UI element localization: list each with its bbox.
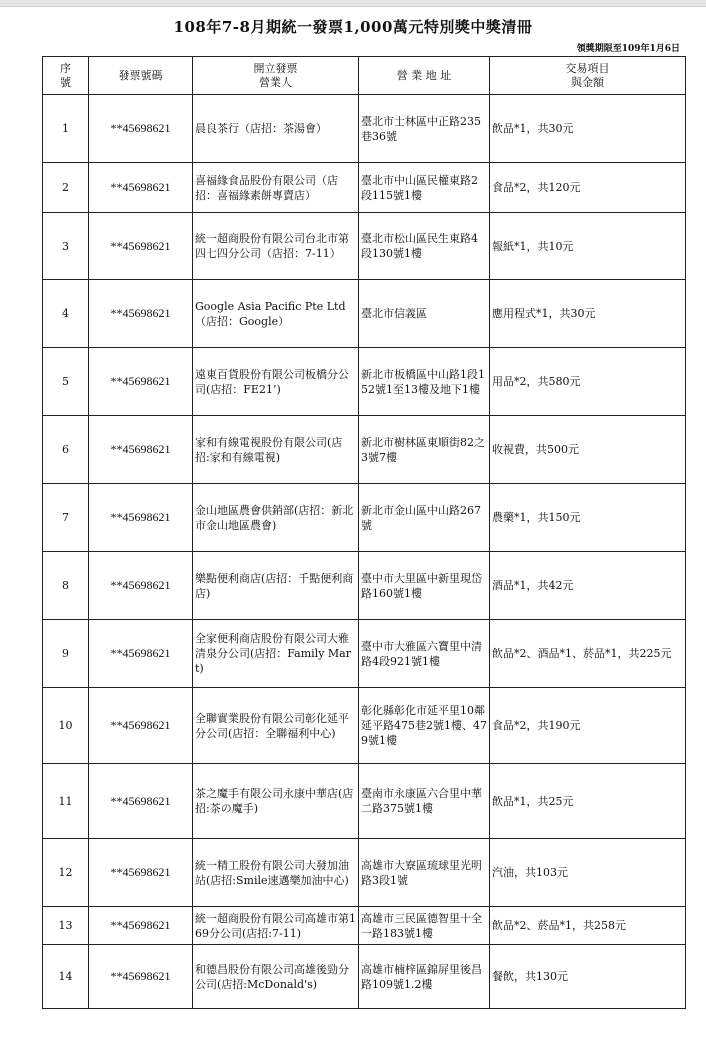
- row-seq: 9: [43, 620, 89, 688]
- header-seq: [43, 57, 89, 95]
- row-seq: 13: [43, 907, 89, 945]
- row-merchant: 統一超商股份有限公司台北市第四七四分公司（店招：7-11）: [193, 213, 359, 280]
- row-merchant: 全家便利商店股份有限公司大雅清泉分公司(店招：Family Mart): [193, 620, 359, 688]
- row-address: 臺北市信義區: [359, 280, 490, 348]
- row-address: 高雄市大寮區琉球里光明路3段1號: [359, 839, 490, 907]
- table-row: [43, 945, 686, 1009]
- row-seq: 10: [43, 688, 89, 764]
- row-seq: 7: [43, 484, 89, 552]
- row-invoice-number: **45698621: [89, 416, 193, 484]
- row-merchant: 全聯實業股份有限公司彰化延平分公司(店招：全聯福利中心): [193, 688, 359, 764]
- row-address: 彰化縣彰化市延平里10鄰延平路475巷2號1樓、479號1樓: [359, 688, 490, 764]
- row-address: 臺中市大雅區六寶里中清路4段921號1樓: [359, 620, 490, 688]
- table-row: [43, 416, 686, 484]
- row-seq: 2: [43, 163, 89, 213]
- row-invoice-number: **45698621: [89, 95, 193, 163]
- row-invoice-number: **45698621: [89, 945, 193, 1009]
- row-address: 新北市板橋區中山路1段152號1至13樓及地下1樓: [359, 348, 490, 416]
- row-seq: 8: [43, 552, 89, 620]
- row-merchant: 統一超商股份有限公司高雄市第169分公司(店招:7-11): [193, 907, 359, 945]
- row-invoice-number: **45698621: [89, 552, 193, 620]
- row-invoice-number: **45698621: [89, 688, 193, 764]
- row-items: 報紙*1，共10元: [490, 213, 686, 280]
- row-merchant: 和德昌股份有限公司高雄後勁分公司(店招:McDonald's): [193, 945, 359, 1009]
- table-row: [43, 620, 686, 688]
- row-address: 臺北市松山區民生東路4段130號1樓: [359, 213, 490, 280]
- winners-table: [42, 56, 686, 1009]
- header-items: [490, 57, 686, 95]
- row-items: 用品*2，共580元: [490, 348, 686, 416]
- row-merchant: 樂點便利商店(店招：千點便利商店): [193, 552, 359, 620]
- row-items: 農藥*1，共150元: [490, 484, 686, 552]
- table-header-row: [43, 57, 686, 95]
- row-items: 飲品*1，共30元: [490, 95, 686, 163]
- row-invoice-number: **45698621: [89, 213, 193, 280]
- row-invoice-number: **45698621: [89, 484, 193, 552]
- table-row: [43, 764, 686, 839]
- row-address: 高雄市三民區德智里十全一路183號1樓: [359, 907, 490, 945]
- table-row: [43, 552, 686, 620]
- table-row: [43, 839, 686, 907]
- header-items-line2: 與金額: [571, 75, 604, 89]
- row-address: 臺北市中山區民權東路2段115號1樓: [359, 163, 490, 213]
- row-merchant: 家和有線電視股份有限公司(店招:家和有線電視): [193, 416, 359, 484]
- row-invoice-number: **45698621: [89, 348, 193, 416]
- row-items: 食品*2，共120元: [490, 163, 686, 213]
- header-merchant: [193, 57, 359, 95]
- row-seq: 3: [43, 213, 89, 280]
- row-items: 汽油，共103元: [490, 839, 686, 907]
- table-row: [43, 213, 686, 280]
- row-items: 應用程式*1，共30元: [490, 280, 686, 348]
- row-invoice-number: **45698621: [89, 620, 193, 688]
- row-items: 飲品*2、酒品*1、菸品*1，共225元: [490, 620, 686, 688]
- row-seq: 14: [43, 945, 89, 1009]
- row-merchant: 喜福緣食品股份有限公司（店招：喜福緣素餅專賣店）: [193, 163, 359, 213]
- row-address: 臺中市大里區中新里現岱路160號1樓: [359, 552, 490, 620]
- row-seq: 11: [43, 764, 89, 839]
- header-items-line1: 交易項目: [565, 61, 610, 75]
- row-address: 高雄市楠梓區錦屏里後昌路109號1.2樓: [359, 945, 490, 1009]
- table-row: [43, 907, 686, 945]
- row-items: 飲品*2、菸品*1，共258元: [490, 907, 686, 945]
- row-items: 飲品*1，共25元: [490, 764, 686, 839]
- header-seq-line2: 號: [60, 75, 71, 89]
- table-row: [43, 484, 686, 552]
- header-merchant-line2: 營業人: [259, 75, 292, 89]
- row-invoice-number: **45698621: [89, 907, 193, 945]
- row-merchant: 茶之魔手有限公司永康中華店(店招:茶の魔手): [193, 764, 359, 839]
- document-title: 108年7-8月期統一發票1,000萬元特別獎中獎清冊: [173, 18, 533, 36]
- row-invoice-number: **45698621: [89, 839, 193, 907]
- viewer-top-bar: [0, 0, 706, 7]
- row-address: 新北市金山區中山路267號: [359, 484, 490, 552]
- table-row: [43, 163, 686, 213]
- header-merchant-line1: 開立發票: [253, 61, 298, 75]
- row-invoice-number: **45698621: [89, 280, 193, 348]
- row-invoice-number: **45698621: [89, 163, 193, 213]
- header-seq-line1: 序: [60, 61, 71, 75]
- header-invoice: 發票號碼: [89, 57, 193, 95]
- row-merchant: 金山地區農會供銷部(店招：新北市金山地區農會): [193, 484, 359, 552]
- row-merchant: 遠東百貨股份有限公司板橋分公司(店招：FE21’): [193, 348, 359, 416]
- row-address: 臺北市士林區中正路235巷36號: [359, 95, 490, 163]
- row-address: 臺南市永康區六合里中華二路375號1樓: [359, 764, 490, 839]
- row-merchant: 晨良茶行（店招：茶湯會）: [193, 95, 359, 163]
- row-seq: 12: [43, 839, 89, 907]
- row-seq: 4: [43, 280, 89, 348]
- row-merchant: 統一精工股份有限公司大發加油站(店招:Smile速邁樂加油中心): [193, 839, 359, 907]
- row-address: 新北市樹林區東順街82之3號7樓: [359, 416, 490, 484]
- row-seq: 6: [43, 416, 89, 484]
- row-items: 酒品*1，共42元: [490, 552, 686, 620]
- row-seq: 1: [43, 95, 89, 163]
- row-merchant: Google Asia Pacific Pte Ltd（店招：Google）: [193, 280, 359, 348]
- row-invoice-number: **45698621: [89, 764, 193, 839]
- table-row: [43, 688, 686, 764]
- table-row: [43, 348, 686, 416]
- row-items: 食品*2，共190元: [490, 688, 686, 764]
- row-items: 收視費，共500元: [490, 416, 686, 484]
- table-row: [43, 280, 686, 348]
- table-row: [43, 95, 686, 163]
- row-items: 餐飲，共130元: [490, 945, 686, 1009]
- claim-deadline: 領獎期限至109年1月6日: [576, 44, 680, 54]
- header-address: 營 業 地 址: [359, 57, 490, 95]
- row-seq: 5: [43, 348, 89, 416]
